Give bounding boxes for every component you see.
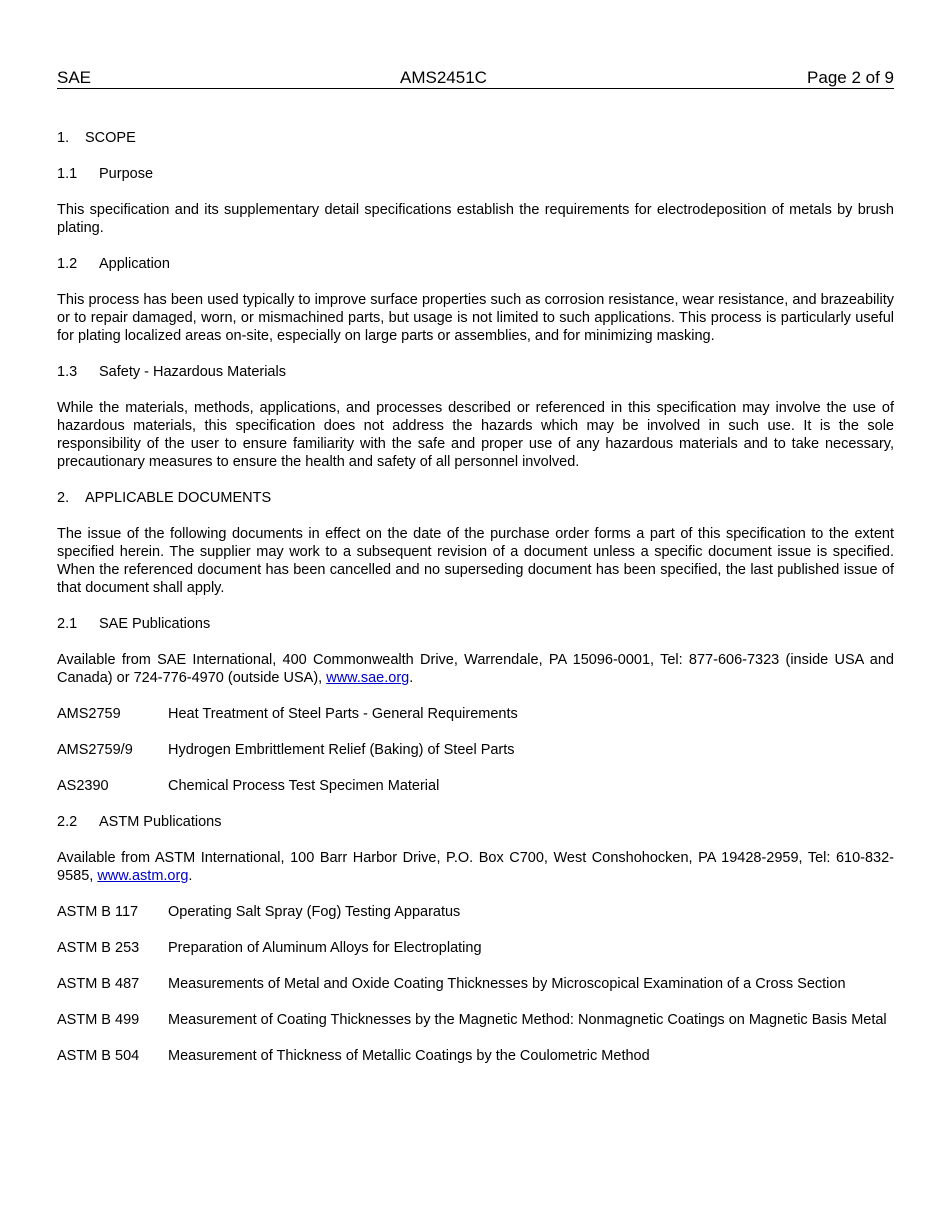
reference-item — [57, 903, 894, 921]
section-number: 2.1 — [57, 616, 78, 632]
astm-availability-text: Available from ASTM International, 100 Barr Harbor Drive, P.O. Box C700, West Conshohocken, PA 19428-2959, Tel: 610-832-9585, — [57, 850, 894, 884]
reference-title: Heat Treatment of Steel Parts - General Requirements — [168, 706, 518, 722]
section-number: 1.3 — [57, 364, 78, 380]
reference-title: Operating Salt Spray (Fog) Testing Apparatus — [168, 904, 461, 920]
reference-code: ASTM B 253 — [57, 940, 140, 956]
safety-paragraph: While the materials, methods, applications, and processes described or referenced in this specification may involve the use of hazardous materials, this specification does not address the hazards which may be involved in such use. It is the sole responsibility of the user to ensure familiarity with the safe and proper use of any hazardous materials and to take necessary, precautionary measures to ensure the health and safety of all personnel involved. — [57, 400, 894, 470]
reference-item — [57, 1047, 894, 1065]
sae-availability-paragraph — [57, 651, 894, 687]
reference-item — [57, 1011, 894, 1029]
application-paragraph: This process has been used typically to improve surface properties such as corrosion resistance, wear resistance, and brazeability or to repair damaged, worn, or mismachined parts, but usage is not limited to such applications. This process is particularly useful for plating localized areas on-site, especially on large parts or assemblies, and for minimizing masking. — [57, 292, 894, 344]
section-title: ASTM Publications — [99, 814, 222, 830]
reference-item — [57, 741, 894, 759]
reference-title: Chemical Process Test Specimen Material — [168, 778, 440, 794]
astm-reference-list — [57, 903, 894, 1065]
section-number: 2.2 — [57, 814, 78, 830]
reference-code: ASTM B 499 — [57, 1012, 140, 1028]
header-doc-number: AMS2451C — [400, 68, 487, 87]
section-heading-astm-publications — [57, 813, 894, 831]
sae-website-link[interactable]: www.sae.org — [326, 670, 410, 686]
section-heading-applicable-documents — [57, 489, 894, 507]
section-number: 1.1 — [57, 166, 78, 182]
section-number: 2. — [57, 490, 70, 506]
reference-item — [57, 975, 894, 993]
astm-website-link[interactable]: www.astm.org — [97, 868, 189, 884]
astm-availability-paragraph — [57, 849, 894, 885]
section-title: APPLICABLE DOCUMENTS — [85, 490, 272, 506]
reference-item — [57, 777, 894, 795]
page-header — [57, 68, 894, 89]
reference-title: Measurement of Thickness of Metallic Coatings by the Coulometric Method — [168, 1048, 650, 1064]
astm-availability-end: . — [188, 868, 193, 884]
section-heading-application — [57, 255, 894, 273]
sae-reference-list — [57, 705, 894, 795]
reference-code: ASTM B 504 — [57, 1048, 140, 1064]
header-page-number: Page 2 of 9 — [807, 68, 894, 87]
section-heading-scope — [57, 129, 894, 147]
section-heading-purpose — [57, 165, 894, 183]
reference-code: AMS2759/9 — [57, 742, 133, 758]
reference-item — [57, 705, 894, 723]
header-org: SAE — [57, 68, 92, 87]
reference-title: Preparation of Aluminum Alloys for Electroplating — [168, 940, 482, 956]
section-heading-safety — [57, 363, 894, 381]
section-number: 1.2 — [57, 256, 78, 272]
section-title: SAE Publications — [99, 616, 211, 632]
section-title: Safety - Hazardous Materials — [99, 364, 286, 380]
reference-code: AS2390 — [57, 778, 109, 794]
document-body — [57, 129, 894, 1065]
reference-title: Hydrogen Embrittlement Relief (Baking) of Steel Parts — [168, 742, 515, 758]
reference-code: AMS2759 — [57, 706, 121, 722]
purpose-paragraph: This specification and its supplementary detail specifications establish the requirements for electrodeposition of metals by brush plating. — [57, 202, 894, 236]
document-page — [57, 68, 894, 1083]
section-title: SCOPE — [85, 130, 136, 146]
reference-title: Measurement of Coating Thicknesses by the Magnetic Method: Nonmagnetic Coatings on Magnetic Basis Metal — [168, 1012, 887, 1028]
reference-code: ASTM B 117 — [57, 904, 139, 920]
sae-availability-text: Available from SAE International, 400 Commonwealth Drive, Warrendale, PA 15096-0001, Tel: 877-606-7323 (inside USA and Canada) or 724-776-4970 (outside USA), — [57, 652, 894, 686]
section-title: Application — [99, 256, 170, 272]
section-heading-sae-publications — [57, 615, 894, 633]
sae-availability-end: . — [409, 670, 414, 686]
applicable-documents-paragraph: The issue of the following documents in effect on the date of the purchase order forms a part of this specification to the extent specified herein. The supplier may work to a subsequent revision of a document unless a specific document issue is specified. When the referenced document has been cancelled and no superseding document has been specified, the last published issue of that document shall apply. — [57, 526, 894, 596]
reference-title: Measurements of Metal and Oxide Coating Thicknesses by Microscopical Examination of a Cross Section — [168, 976, 846, 992]
reference-item — [57, 939, 894, 957]
section-title: Purpose — [99, 166, 154, 182]
section-number: 1. — [57, 130, 70, 146]
reference-code: ASTM B 487 — [57, 976, 140, 992]
